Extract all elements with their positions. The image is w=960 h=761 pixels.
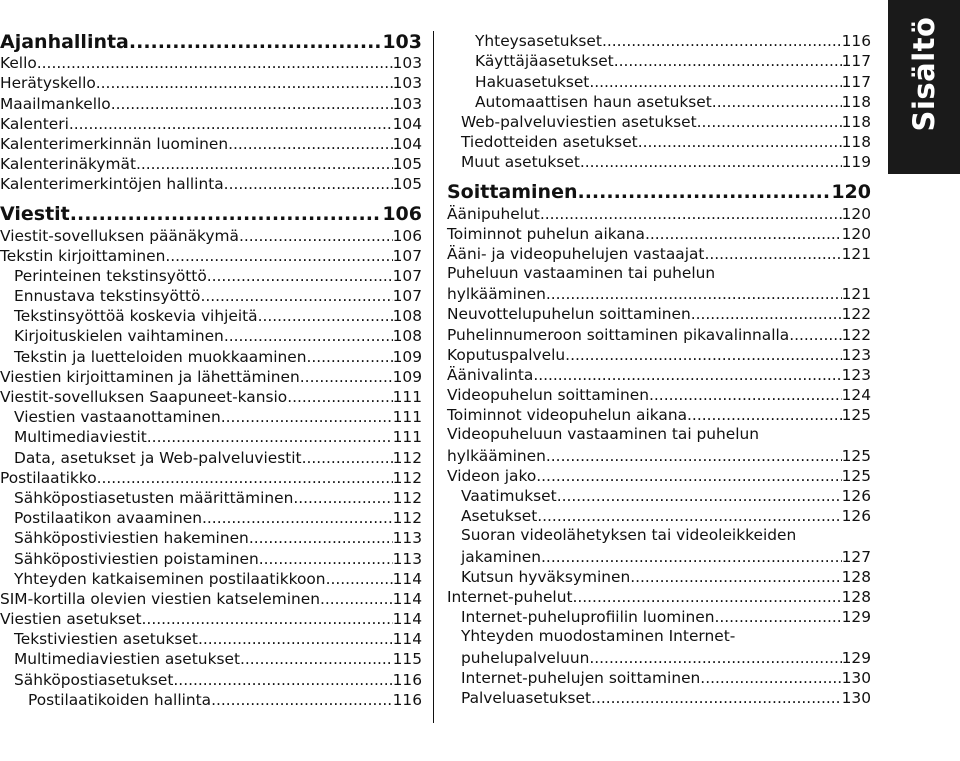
toc-entry[interactable] bbox=[0, 528, 422, 548]
toc-entry-title: Data, asetukset ja Web-palveluviestit bbox=[14, 448, 302, 467]
dot-leader bbox=[541, 548, 842, 567]
dot-leader bbox=[165, 247, 392, 266]
toc-entry[interactable] bbox=[447, 385, 871, 405]
toc-page-number: 111 bbox=[392, 408, 422, 427]
dot-leader bbox=[602, 32, 842, 51]
toc-entry-title: Viestit-sovelluksen päänäkymä bbox=[0, 226, 239, 245]
toc-entry-title: Koputuspalvelu bbox=[447, 345, 566, 364]
dot-leader bbox=[228, 135, 392, 154]
dot-leader bbox=[142, 610, 393, 629]
toc-entry[interactable] bbox=[447, 324, 871, 344]
toc-entry[interactable] bbox=[447, 31, 871, 51]
toc-page-number: 123 bbox=[841, 366, 871, 384]
toc-page-number: 119 bbox=[841, 153, 871, 172]
toc-entry[interactable] bbox=[447, 132, 871, 152]
toc-page-number: 121 bbox=[841, 244, 871, 263]
dot-leader bbox=[326, 570, 393, 589]
toc-entry-title: Videopuheluun vastaaminen tai puhelun bbox=[447, 425, 760, 444]
toc-entry[interactable] bbox=[447, 607, 871, 627]
toc-entry[interactable] bbox=[0, 649, 422, 669]
toc-entry[interactable] bbox=[0, 468, 422, 488]
toc-entry[interactable] bbox=[447, 506, 871, 526]
dot-leader bbox=[224, 175, 393, 194]
toc-entry[interactable] bbox=[0, 154, 422, 174]
toc-entry[interactable] bbox=[0, 326, 422, 346]
dot-leader bbox=[649, 386, 842, 405]
toc-page-number: 128 bbox=[841, 567, 871, 586]
section-tab bbox=[888, 0, 960, 174]
toc-entry[interactable] bbox=[447, 92, 871, 112]
toc-page-number: 129 bbox=[841, 648, 871, 667]
dot-leader bbox=[259, 550, 393, 569]
toc-entry[interactable] bbox=[0, 225, 422, 245]
dot-leader bbox=[211, 691, 393, 710]
toc-entry-title: Internet-puhelujen soittaminen bbox=[461, 668, 701, 687]
toc-page-number: 122 bbox=[841, 325, 871, 344]
dot-leader bbox=[537, 507, 841, 526]
dot-leader bbox=[306, 348, 392, 367]
toc-page-number: 112 bbox=[392, 509, 422, 528]
toc-page-number: 112 bbox=[392, 488, 422, 507]
toc-entry[interactable] bbox=[0, 609, 422, 629]
dot-leader bbox=[302, 449, 393, 468]
toc-page-number: 108 bbox=[392, 307, 422, 326]
toc-page-number: 106 bbox=[382, 203, 422, 226]
toc-entry-title: Viestit-sovelluksen Saapuneet-kansio bbox=[0, 388, 288, 406]
toc-entry[interactable] bbox=[447, 466, 871, 486]
dot-leader bbox=[198, 630, 393, 649]
toc-entry-title: Vaatimukset bbox=[461, 487, 557, 506]
dot-leader bbox=[589, 649, 841, 668]
toc-entry-title: SIM-kortilla olevien viestien katseleminen bbox=[0, 589, 320, 608]
toc-entry-title: Sähköpostiviestien poistaminen bbox=[14, 549, 259, 568]
toc-column-right bbox=[447, 31, 871, 708]
toc-entry-title: Viestit bbox=[0, 203, 70, 226]
toc-page-number: 109 bbox=[392, 367, 422, 386]
toc-page-number: 129 bbox=[841, 608, 871, 627]
toc-page-number: 118 bbox=[841, 92, 871, 111]
toc-page-number: 108 bbox=[392, 327, 422, 346]
toc-entry-title: Äänipuhelut bbox=[447, 204, 540, 223]
toc-entry-title: Kalenterimerkinnän luominen bbox=[0, 134, 229, 153]
toc-entry-title: Viestien asetukset bbox=[0, 610, 142, 629]
toc-entry[interactable] bbox=[0, 266, 422, 286]
toc-page-number: 125 bbox=[841, 406, 871, 425]
toc-entry-title: Internet-puhelut bbox=[447, 588, 573, 607]
dot-leader bbox=[221, 408, 393, 427]
dot-leader bbox=[638, 133, 842, 152]
toc-entry[interactable] bbox=[447, 203, 871, 223]
toc-page-number: 113 bbox=[392, 549, 422, 568]
toc-entry[interactable] bbox=[447, 284, 871, 304]
toc-entry-title: Yhteysasetukset bbox=[475, 32, 602, 51]
toc-page-number: 107 bbox=[392, 287, 422, 306]
dot-leader bbox=[293, 489, 392, 508]
dot-leader bbox=[37, 54, 393, 73]
toc-page-number: 114 bbox=[392, 630, 422, 649]
dot-leader bbox=[173, 671, 392, 690]
dot-leader bbox=[287, 388, 392, 407]
toc-page-number: 120 bbox=[841, 204, 871, 223]
toc-page-number: 118 bbox=[841, 133, 871, 152]
toc-entry-title: Palveluasetukset bbox=[461, 689, 592, 707]
dot-leader bbox=[700, 669, 841, 688]
toc-entry-title: Kutsun hyväksyminen bbox=[461, 567, 631, 586]
toc-entry-title: Suoran videolähetyksen tai videoleikkeiden bbox=[461, 526, 797, 545]
toc-entry-title: puhelupalveluun bbox=[461, 648, 590, 667]
toc-entry-title: Viestien kirjoittaminen ja lähettäminen bbox=[0, 367, 300, 386]
toc-page-number: 117 bbox=[841, 72, 871, 91]
toc-entry-title: jakaminen bbox=[461, 547, 542, 566]
toc-page-number: 127 bbox=[841, 547, 871, 566]
toc-entry[interactable] bbox=[0, 569, 422, 589]
column-divider bbox=[433, 31, 434, 723]
dot-leader bbox=[540, 205, 842, 224]
toc-entry[interactable] bbox=[0, 114, 422, 134]
toc-entry[interactable] bbox=[0, 589, 422, 609]
toc-page-number: 128 bbox=[841, 588, 871, 607]
toc-entry-title: Kello bbox=[0, 54, 37, 73]
toc-entry[interactable] bbox=[447, 304, 871, 324]
toc-page-number: 116 bbox=[392, 670, 422, 689]
toc-entry-title: Muut asetukset bbox=[461, 153, 580, 172]
toc-page-number: 112 bbox=[392, 448, 422, 467]
dot-leader bbox=[578, 181, 832, 203]
toc-entry-title: hylkääminen bbox=[447, 446, 546, 465]
dot-leader bbox=[207, 267, 393, 286]
toc-page-number: 120 bbox=[841, 224, 871, 243]
dot-leader bbox=[147, 428, 393, 447]
toc-page-number: 120 bbox=[831, 181, 871, 204]
dot-leader bbox=[614, 52, 842, 71]
toc-entry-title: Viestien vastaanottaminen bbox=[14, 408, 221, 427]
toc-entry[interactable] bbox=[0, 488, 422, 508]
toc-page-number: 103 bbox=[382, 31, 422, 53]
dot-leader bbox=[704, 245, 841, 264]
dot-leader bbox=[96, 74, 393, 93]
dot-leader bbox=[200, 287, 392, 306]
toc-entry-title: Postilaatikko bbox=[0, 468, 97, 487]
toc-entry[interactable] bbox=[0, 93, 422, 113]
toc-page-number: 123 bbox=[841, 345, 871, 364]
toc-entry-title: Kalenterinäkymät bbox=[0, 155, 136, 174]
toc-entry[interactable] bbox=[447, 647, 871, 667]
dot-leader bbox=[533, 366, 841, 385]
toc-page-number: 114 bbox=[392, 589, 422, 608]
dot-leader bbox=[97, 469, 393, 488]
toc-entry-title: Ennustava tekstinsyöttö bbox=[14, 287, 201, 306]
toc-entry-title: Tekstin kirjoittaminen bbox=[0, 246, 166, 265]
toc-entry-title: Puheluun vastaaminen tai puhelun bbox=[447, 263, 716, 282]
toc-entry[interactable] bbox=[0, 427, 422, 447]
toc-page-number: 116 bbox=[392, 690, 422, 709]
toc-entry[interactable] bbox=[447, 112, 871, 132]
toc-entry-title: Asetukset bbox=[461, 507, 538, 526]
toc-page-number: 122 bbox=[841, 305, 871, 324]
dot-leader bbox=[589, 73, 841, 92]
section-tab-label: Sisältö bbox=[907, 16, 941, 132]
toc-entry-title: Hakuasetukset bbox=[475, 72, 590, 91]
toc-page-number: 126 bbox=[841, 487, 871, 506]
toc-entry-title: Puhelinnumeroon soittaminen pikavalinnalla bbox=[447, 325, 790, 344]
toc-entry-title: Tekstin ja luetteloiden muokkaaminen bbox=[14, 347, 307, 366]
toc-entry-title: Yhteyden katkaiseminen postilaatikkoon bbox=[14, 569, 326, 588]
toc-entry[interactable] bbox=[447, 405, 871, 425]
toc-entry-title: Automaattisen haun asetukset bbox=[475, 92, 712, 111]
toc-entry[interactable] bbox=[447, 71, 871, 91]
toc-entry-title: Kirjoituskielen vaihtaminen bbox=[14, 327, 224, 346]
toc-page-number: 130 bbox=[841, 689, 871, 707]
toc-entry[interactable] bbox=[447, 244, 871, 264]
toc-page-number: 115 bbox=[392, 650, 422, 669]
dot-leader bbox=[202, 509, 393, 528]
toc-entry-title: Ääni- ja videopuhelujen vastaajat bbox=[447, 244, 705, 263]
toc-entry-title: Postilaatikon avaaminen bbox=[14, 509, 203, 528]
toc-entry-title: Sähköpostiviestien hakeminen bbox=[14, 529, 249, 548]
toc-entry[interactable] bbox=[447, 365, 871, 385]
toc-entry-title: Käyttäjäasetukset bbox=[475, 52, 614, 71]
toc-entry[interactable] bbox=[0, 387, 422, 407]
dot-leader bbox=[697, 113, 842, 132]
toc-page-number: 103 bbox=[392, 54, 422, 73]
toc-entry-title: Multimediaviestit bbox=[14, 428, 147, 447]
toc-page-number: 125 bbox=[841, 446, 871, 465]
dot-leader bbox=[591, 689, 842, 708]
toc-entry[interactable] bbox=[447, 345, 871, 365]
dot-leader bbox=[536, 467, 841, 486]
dot-leader bbox=[565, 346, 841, 365]
toc-page-number: 117 bbox=[841, 52, 871, 71]
toc-entry-title: Tiedotteiden asetukset bbox=[461, 133, 638, 152]
toc-entry[interactable] bbox=[447, 587, 871, 607]
toc-entry[interactable] bbox=[447, 668, 871, 688]
toc-page-number: 107 bbox=[392, 246, 422, 265]
dot-leader bbox=[645, 225, 842, 244]
toc-page-number: 130 bbox=[841, 668, 871, 687]
dot-leader bbox=[691, 305, 842, 324]
toc-entry[interactable] bbox=[0, 447, 422, 467]
toc-entry-title: Ajanhallinta bbox=[0, 31, 129, 53]
dot-leader bbox=[129, 31, 382, 53]
toc-entry[interactable] bbox=[0, 407, 422, 427]
toc-entry[interactable] bbox=[0, 174, 422, 194]
toc-page-number: 105 bbox=[392, 175, 422, 194]
toc-entry-title: Internet-puheluprofiilin luominen bbox=[461, 608, 715, 627]
dot-leader bbox=[249, 529, 393, 548]
dot-leader bbox=[111, 95, 393, 114]
dot-leader bbox=[69, 115, 393, 134]
toc-entry-title: Maailmankello bbox=[0, 94, 111, 113]
toc-section-heading[interactable] bbox=[0, 31, 422, 53]
toc-entry[interactable] bbox=[0, 548, 422, 568]
toc-section-heading[interactable] bbox=[0, 203, 422, 225]
toc-entry-title: Tekstiviestien asetukset bbox=[14, 630, 198, 649]
toc-entry[interactable] bbox=[447, 446, 871, 466]
toc-entry[interactable] bbox=[0, 367, 422, 387]
dot-leader bbox=[239, 227, 393, 246]
toc-entry[interactable] bbox=[0, 690, 422, 710]
dot-leader bbox=[136, 155, 393, 174]
toc-entry-title: Videopuhelun soittaminen bbox=[447, 386, 650, 405]
toc-entry[interactable] bbox=[0, 246, 422, 266]
toc-page-number: 116 bbox=[841, 32, 871, 51]
toc-page-number: 114 bbox=[392, 610, 422, 629]
toc-page-number: 114 bbox=[392, 569, 422, 588]
toc-entry[interactable] bbox=[447, 486, 871, 506]
dot-leader bbox=[789, 326, 841, 345]
toc-entry[interactable] bbox=[0, 73, 422, 93]
toc-page-number: 113 bbox=[392, 529, 422, 548]
dot-leader bbox=[300, 368, 393, 387]
dot-leader bbox=[630, 568, 841, 587]
toc-entry-title: Kalenteri bbox=[0, 114, 69, 133]
toc-entry-title: Sähköpostiasetusten määrittäminen bbox=[14, 488, 294, 507]
toc-entry-title: Toiminnot puhelun aikana bbox=[447, 224, 645, 243]
dot-leader bbox=[320, 590, 393, 609]
toc-page-number: 104 bbox=[392, 114, 422, 133]
toc-page-number: 106 bbox=[392, 226, 422, 245]
toc-page-number: 111 bbox=[392, 388, 422, 406]
toc-entry[interactable] bbox=[0, 306, 422, 326]
toc-entry[interactable] bbox=[0, 134, 422, 154]
toc-entry[interactable] bbox=[447, 688, 871, 708]
dot-leader bbox=[546, 447, 842, 466]
toc-entry-title: Postilaatikoiden hallinta bbox=[28, 690, 212, 709]
toc-entry-title: Multimediaviestien asetukset bbox=[14, 650, 240, 669]
toc-page-number: 109 bbox=[392, 347, 422, 366]
dot-leader bbox=[572, 588, 841, 607]
toc-entry-title: Web-palveluviestien asetukset bbox=[461, 112, 697, 131]
toc-entry[interactable] bbox=[447, 51, 871, 71]
dot-leader bbox=[546, 285, 842, 304]
toc-entry-title: Kalenterimerkintöjen hallinta bbox=[0, 175, 224, 194]
dot-leader bbox=[712, 93, 842, 112]
dot-leader bbox=[580, 153, 842, 172]
toc-entry-title: Äänivalinta bbox=[447, 366, 534, 384]
toc-page-number: 111 bbox=[392, 428, 422, 447]
toc-entry[interactable] bbox=[0, 508, 422, 528]
toc-entry-title: hylkääminen bbox=[447, 285, 546, 304]
toc-entry[interactable] bbox=[0, 286, 422, 306]
toc-entry-title: Tekstinsyöttöä koskevia vihjeitä bbox=[14, 307, 258, 326]
toc-entry[interactable] bbox=[447, 567, 871, 587]
dot-leader bbox=[687, 406, 842, 425]
toc-page-number: 125 bbox=[841, 466, 871, 485]
toc-entry-title: Neuvottelupuhelun soittaminen bbox=[447, 305, 691, 324]
toc-page-number: 103 bbox=[392, 74, 422, 93]
toc-entry-title: Soittaminen bbox=[447, 181, 578, 204]
toc-page-number: 121 bbox=[841, 285, 871, 304]
toc-entry[interactable] bbox=[447, 224, 871, 244]
toc-entry[interactable] bbox=[447, 152, 871, 172]
toc-entry[interactable] bbox=[0, 629, 422, 649]
toc-entry[interactable] bbox=[0, 53, 422, 73]
toc-entry-title: Sähköpostiasetukset bbox=[14, 670, 174, 689]
dot-leader bbox=[557, 487, 842, 506]
toc-column-left bbox=[0, 31, 422, 710]
toc-page-number: 104 bbox=[392, 134, 422, 153]
toc-entry[interactable] bbox=[0, 669, 422, 689]
toc-page-number: 107 bbox=[392, 266, 422, 285]
toc-entry-title: Yhteyden muodostaminen Internet- bbox=[461, 627, 736, 646]
toc-page-number: 124 bbox=[841, 386, 871, 405]
toc-page-number: 103 bbox=[392, 94, 422, 113]
dot-leader bbox=[70, 203, 383, 225]
toc-entry[interactable] bbox=[0, 346, 422, 366]
toc-entry-title: Herätyskello bbox=[0, 74, 96, 93]
toc-page-number: 118 bbox=[841, 112, 871, 131]
toc-page-number: 126 bbox=[841, 507, 871, 526]
toc-entry-title: Videon jako bbox=[447, 466, 537, 485]
toc-entry-title: Perinteinen tekstinsyöttö bbox=[14, 266, 207, 285]
dot-leader bbox=[258, 307, 393, 326]
toc-section-heading[interactable] bbox=[447, 181, 871, 203]
toc-entry-title: Toiminnot videopuhelun aikana bbox=[447, 406, 688, 425]
dot-leader bbox=[224, 327, 393, 346]
toc-page-number: 105 bbox=[392, 155, 422, 174]
toc-entry[interactable] bbox=[447, 547, 871, 567]
dot-leader bbox=[240, 650, 393, 669]
toc-page-number: 112 bbox=[392, 468, 422, 487]
dot-leader bbox=[714, 608, 841, 627]
